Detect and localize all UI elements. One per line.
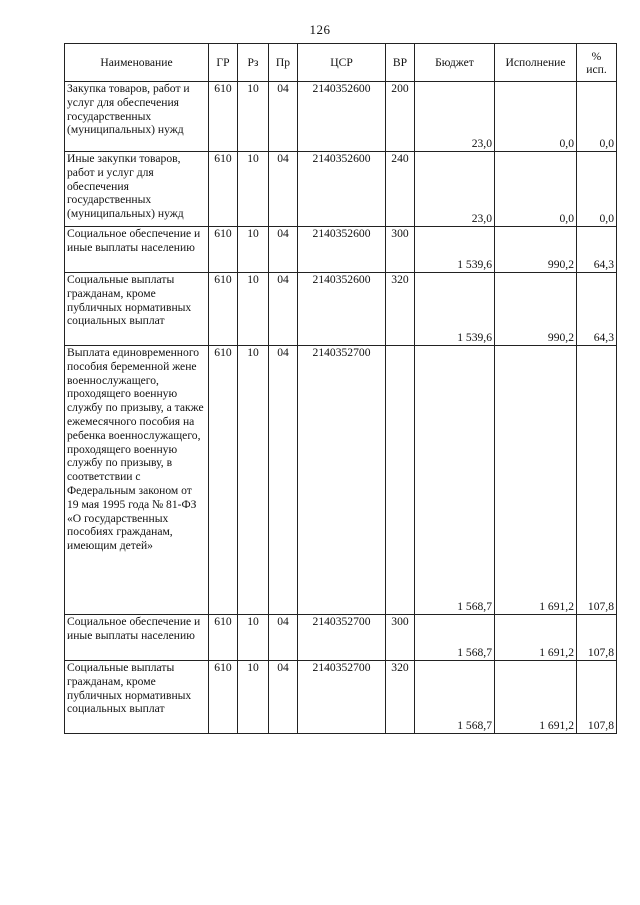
cell-budget: 23,0	[415, 82, 495, 152]
table-row	[65, 346, 617, 615]
cell-csr: 2140352700	[298, 661, 386, 734]
cell-name: Выплата единовременного пособия беременной жене военнослужащего, проходящего военную службу по призыву, а также ежемесячного пособия на ребенка военнослужащего, проходящего военную службу по призыву, в соответствии с Федеральным законом от 19 мая 1995 года № 81-ФЗ «О государственных пособиях гражданам, имеющим детей»	[65, 346, 209, 615]
cell-name: Социальные выплаты гражданам, кроме публичных нормативных социальных выплат	[65, 273, 209, 346]
cell-vr: 200	[386, 82, 415, 152]
cell-vr	[386, 346, 415, 615]
header-csr: ЦСР	[298, 44, 386, 82]
cell-pr: 04	[269, 273, 298, 346]
cell-gr: 610	[209, 346, 238, 615]
cell-budget: 1 539,6	[415, 273, 495, 346]
cell-csr: 2140352600	[298, 273, 386, 346]
cell-pr: 04	[269, 661, 298, 734]
cell-csr: 2140352600	[298, 152, 386, 227]
cell-vr: 240	[386, 152, 415, 227]
cell-execution: 0,0	[495, 82, 577, 152]
table-row	[65, 82, 617, 152]
cell-gr: 610	[209, 152, 238, 227]
cell-vr: 300	[386, 227, 415, 273]
cell-csr: 2140352600	[298, 227, 386, 273]
cell-vr: 320	[386, 273, 415, 346]
table-row	[65, 227, 617, 273]
cell-gr: 610	[209, 82, 238, 152]
cell-csr: 2140352700	[298, 346, 386, 615]
header-percent	[577, 44, 617, 82]
table-row	[65, 152, 617, 227]
cell-gr: 610	[209, 273, 238, 346]
cell-percent: 64,3	[577, 227, 617, 273]
cell-percent: 107,8	[577, 346, 617, 615]
table-row	[65, 661, 617, 734]
cell-percent: 0,0	[577, 82, 617, 152]
header-percent-symbol: %	[591, 49, 602, 63]
cell-name: Иные закупки товаров, работ и услуг для обеспечения государственных (муниципальных) нужд	[65, 152, 209, 227]
cell-budget: 23,0	[415, 152, 495, 227]
page-number: 126	[309, 22, 331, 37]
cell-pr: 04	[269, 227, 298, 273]
cell-rz: 10	[238, 346, 269, 615]
cell-pr: 04	[269, 152, 298, 227]
header-percent-label: исп.	[586, 62, 607, 76]
cell-rz: 10	[238, 615, 269, 661]
cell-vr: 300	[386, 615, 415, 661]
table-row	[65, 615, 617, 661]
cell-gr: 610	[209, 227, 238, 273]
header-execution: Исполнение	[495, 44, 577, 82]
cell-budget: 1 568,7	[415, 346, 495, 615]
cell-vr: 320	[386, 661, 415, 734]
cell-execution: 990,2	[495, 273, 577, 346]
cell-name: Социальное обеспечение и иные выплаты населению	[65, 227, 209, 273]
cell-rz: 10	[238, 273, 269, 346]
header-rz: Рз	[238, 44, 269, 82]
cell-rz: 10	[238, 152, 269, 227]
cell-rz: 10	[238, 227, 269, 273]
cell-rz: 10	[238, 82, 269, 152]
header-budget: Бюджет	[415, 44, 495, 82]
cell-gr: 610	[209, 615, 238, 661]
cell-pr: 04	[269, 346, 298, 615]
cell-budget: 1 568,7	[415, 615, 495, 661]
cell-percent: 0,0	[577, 152, 617, 227]
cell-budget: 1 568,7	[415, 661, 495, 734]
header-name: Наименование	[65, 44, 209, 82]
cell-execution: 1 691,2	[495, 615, 577, 661]
cell-percent: 64,3	[577, 273, 617, 346]
cell-budget: 1 539,6	[415, 227, 495, 273]
cell-csr: 2140352600	[298, 82, 386, 152]
cell-csr: 2140352700	[298, 615, 386, 661]
cell-execution: 990,2	[495, 227, 577, 273]
cell-pr: 04	[269, 615, 298, 661]
cell-execution: 0,0	[495, 152, 577, 227]
cell-execution: 1 691,2	[495, 661, 577, 734]
table-row	[65, 273, 617, 346]
cell-gr: 610	[209, 661, 238, 734]
cell-percent: 107,8	[577, 615, 617, 661]
cell-pr: 04	[269, 82, 298, 152]
header-vr: ВР	[386, 44, 415, 82]
cell-rz: 10	[238, 661, 269, 734]
header-pr: Пр	[269, 44, 298, 82]
budget-execution-table	[64, 43, 617, 734]
cell-percent: 107,8	[577, 661, 617, 734]
cell-name: Социальное обеспечение и иные выплаты населению	[65, 615, 209, 661]
cell-name: Закупка товаров, работ и услуг для обеспечения государственных (муниципальных) нужд	[65, 82, 209, 152]
cell-name: Социальные выплаты гражданам, кроме публичных нормативных социальных выплат	[65, 661, 209, 734]
cell-execution: 1 691,2	[495, 346, 577, 615]
header-gr: ГР	[209, 44, 238, 82]
table-header-row	[65, 44, 617, 82]
